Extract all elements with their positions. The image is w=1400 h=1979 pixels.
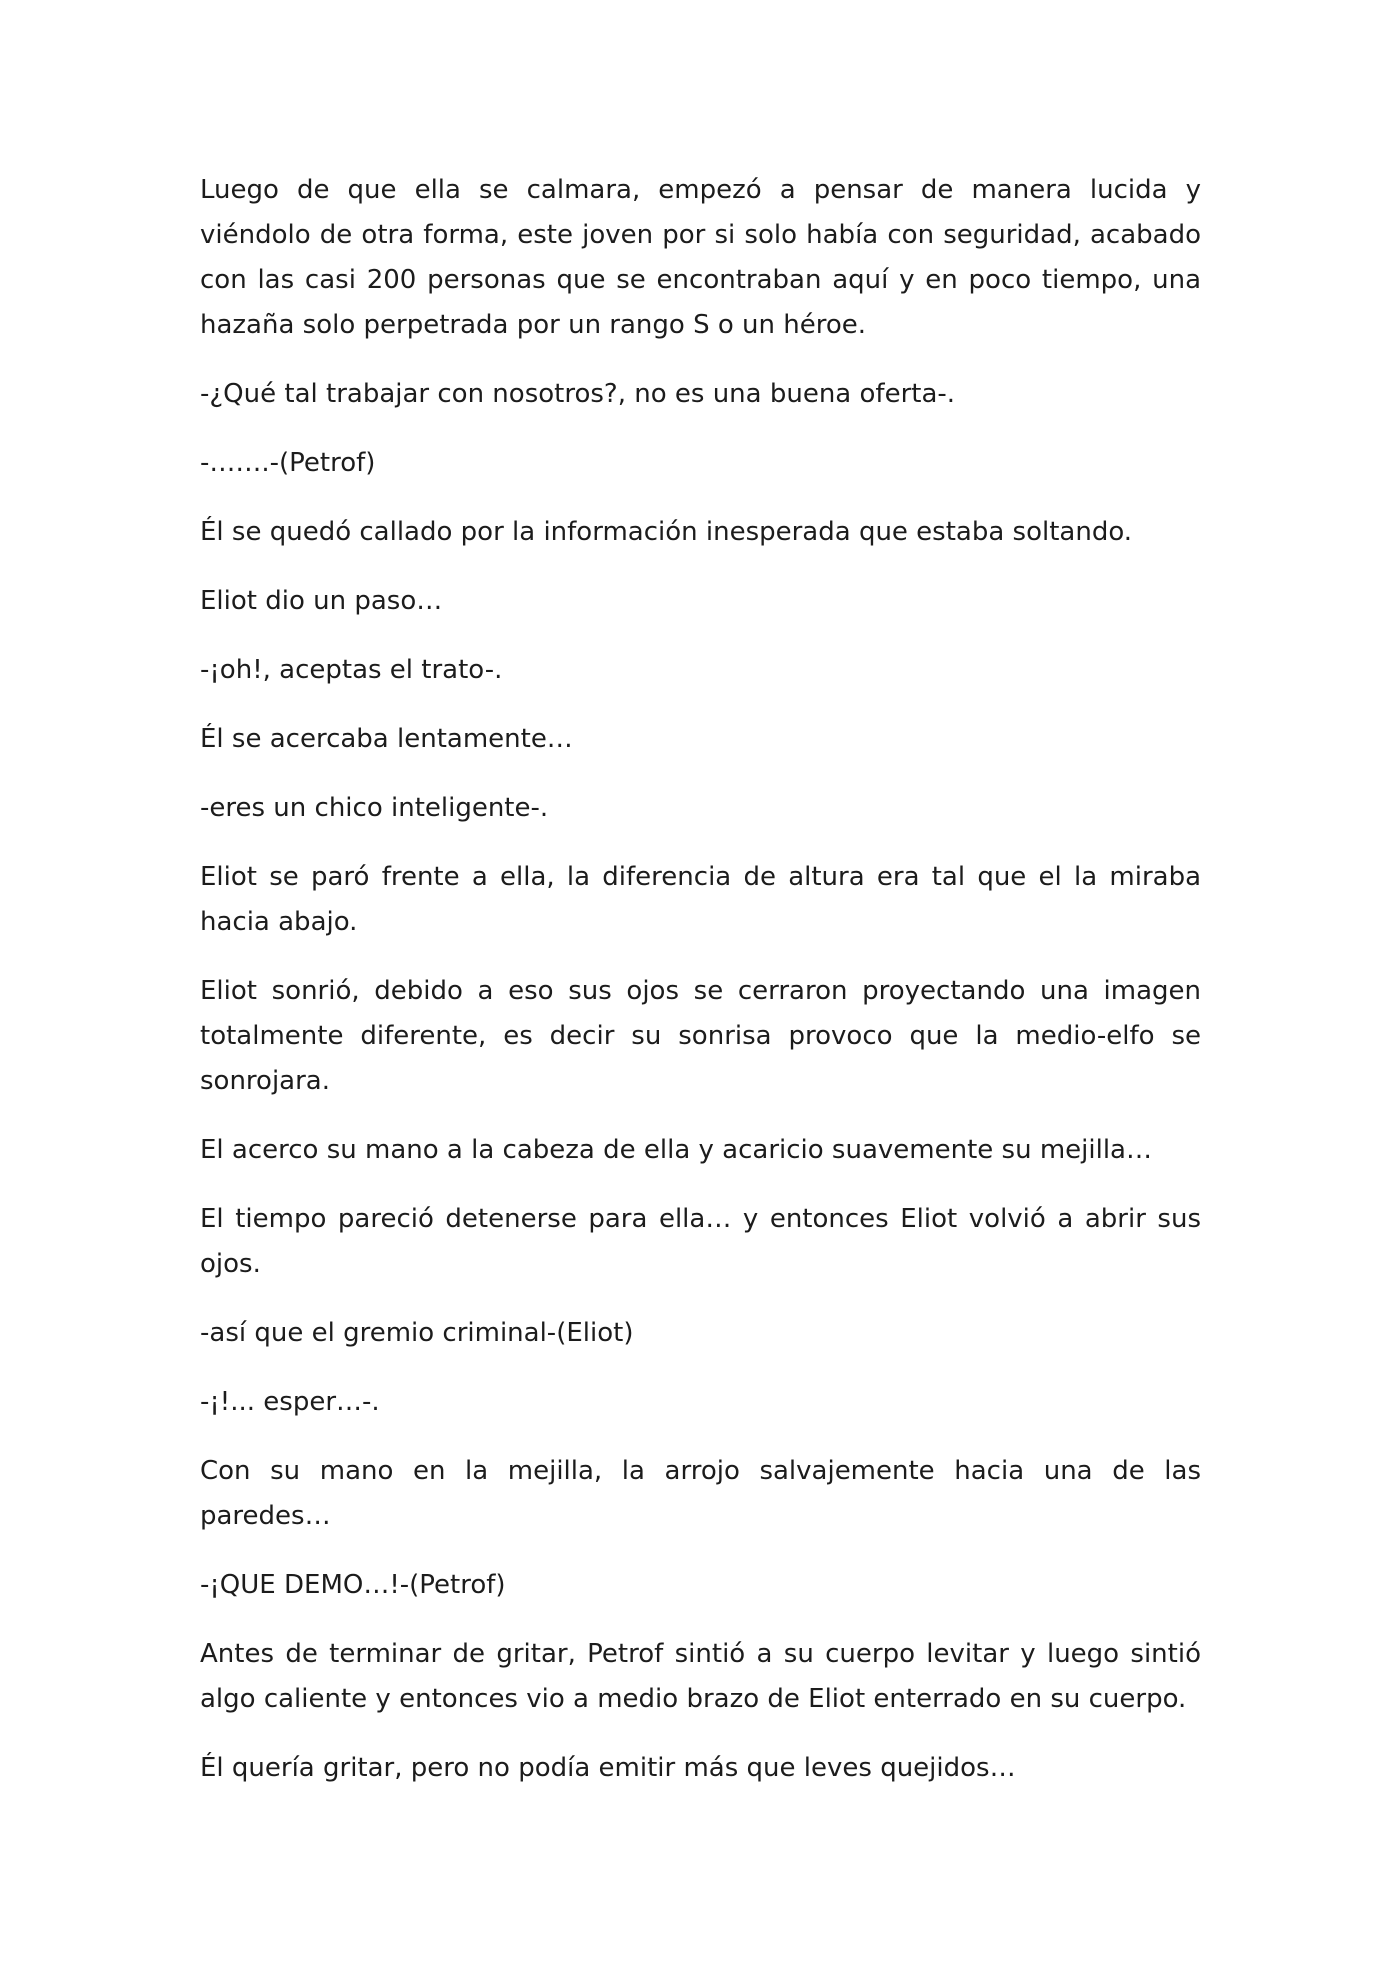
paragraph: -…….-(Petrof) — [200, 448, 376, 478]
paragraph: El acerco su mano a la cabeza de ella y acaricio suavemente su mejilla… — [200, 1135, 1152, 1165]
text-body — [200, 168, 1201, 1791]
paragraph: -¿Qué tal trabajar con nosotros?, no es una buena oferta-. — [200, 379, 956, 409]
paragraph: Eliot dio un paso… — [200, 586, 443, 616]
paragraph: Luego de que ella se calmara, empezó a pensar de manera lucida y viéndolo de otra forma, este joven por si solo había con seguridad, acabado con las casi 200 personas que se encontraban aquí y en poco tiempo, una hazaña solo perpetrada por un rango S o un héroe. — [200, 175, 1201, 340]
paragraph: Con su mano en la mejilla, la arrojo salvajemente hacia una de las paredes… — [200, 1456, 1201, 1531]
paragraph: -¡QUE DEMO…!-(Petrof) — [200, 1570, 506, 1600]
paragraph: Eliot se paró frente a ella, la diferencia de altura era tal que el la miraba hacia abajo. — [200, 862, 1201, 937]
paragraph: Él se quedó callado por la información inesperada que estaba soltando. — [200, 517, 1133, 547]
paragraph: -eres un chico inteligente-. — [200, 793, 549, 823]
paragraph: -¡!... esper…-. — [200, 1387, 380, 1417]
paragraph: Él quería gritar, pero no podía emitir más que leves quejidos… — [200, 1753, 1016, 1783]
paragraph: Él se acercaba lentamente… — [200, 724, 573, 754]
paragraph: Eliot sonrió, debido a eso sus ojos se cerraron proyectando una imagen totalmente diferente, es decir su sonrisa provoco que la medio-elfo se sonrojara. — [200, 976, 1201, 1096]
paragraph: -así que el gremio criminal-(Eliot) — [200, 1318, 634, 1348]
paragraph: -¡oh!, aceptas el trato-. — [200, 655, 503, 685]
paragraph: El tiempo pareció detenerse para ella… y entonces Eliot volvió a abrir sus ojos. — [200, 1204, 1201, 1279]
paragraph: Antes de terminar de gritar, Petrof sintió a su cuerpo levitar y luego sintió algo caliente y entonces vio a medio brazo de Eliot enterrado en su cuerpo. — [200, 1639, 1201, 1714]
